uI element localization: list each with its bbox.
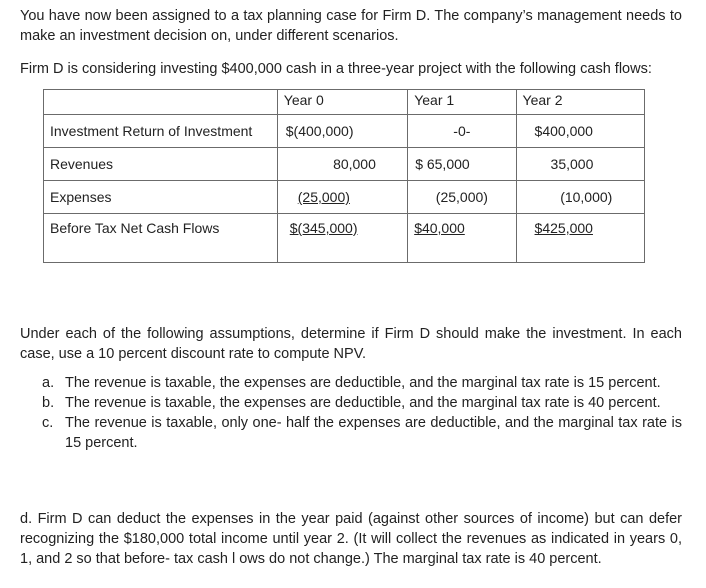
cash-flow-table xyxy=(43,89,645,263)
item-d-paragraph: d. Firm D can deduct the expenses in the year paid (against other sources of income) but can defer recognizing the $180,000 total income until year 2. (It will collect the revenues as indicated in years 0, 1, and 2 so that before- tax cash l ows do not change.) The marginal tax rate is 40 percent. xyxy=(20,511,682,567)
list-item-text: The revenue is taxable, only one- half the expenses are deductible, and the marginal tax rate is 15 percent. xyxy=(65,415,682,451)
cell-expenses-y0 xyxy=(277,181,407,214)
assumption-list xyxy=(20,373,682,453)
row-label-expenses: Expenses xyxy=(44,181,278,214)
net-y2-value: $425,000 xyxy=(534,220,593,236)
intro-paragraph: You have now been assigned to a tax planning case for Firm D. The company’s management needs to make an investment decision on, under different scenarios. xyxy=(20,8,682,44)
list-item xyxy=(20,373,682,393)
list-item xyxy=(20,393,682,413)
table-row xyxy=(44,181,645,214)
list-marker: b. xyxy=(42,395,55,411)
row-label-revenues: Revenues xyxy=(44,148,278,181)
net-y1-value: $40,000 xyxy=(414,220,465,236)
row-label-investment: Investment Return of Investment xyxy=(44,115,278,148)
list-item-text: The revenue is taxable, the expenses are deductible, and the marginal tax rate is 15 percent. xyxy=(65,375,661,391)
list-item-text: The revenue is taxable, the expenses are deductible, and the marginal tax rate is 40 percent. xyxy=(65,395,661,411)
header-year-2: Year 2 xyxy=(516,90,644,115)
setup-paragraph: Firm D is considering investing $400,000 cash in a three-year project with the following cash flows: xyxy=(20,61,652,77)
cell-investment-y2: $400,000 xyxy=(516,115,644,148)
cell-net-y0 xyxy=(277,214,407,263)
instructions-paragraph: Under each of the following assumptions, determine if Firm D should make the investment. In each case, use a 10 percent discount rate to compute NPV. xyxy=(20,326,682,362)
table-row xyxy=(44,148,645,181)
expenses-y0-value: (25,000) xyxy=(297,189,350,205)
cell-investment-y1: -0- xyxy=(408,115,516,148)
header-cell-blank xyxy=(44,90,278,115)
cell-revenues-y0: 80,000 xyxy=(277,148,407,181)
cell-expenses-y2: (10,000) xyxy=(516,181,644,214)
table-header-row xyxy=(44,90,645,115)
header-year-0: Year 0 xyxy=(277,90,407,115)
cell-investment-y0: $(400,000) xyxy=(277,115,407,148)
cell-revenues-y1: $ 65,000 xyxy=(408,148,516,181)
table-row xyxy=(44,115,645,148)
net-y0-value: $(345,000) xyxy=(289,220,358,236)
list-marker: a. xyxy=(42,375,55,391)
cell-net-y2 xyxy=(516,214,644,263)
list-marker: c. xyxy=(42,415,54,431)
row-label-net-cash-flows: Before Tax Net Cash Flows xyxy=(44,214,278,263)
cell-expenses-y1: (25,000) xyxy=(408,181,516,214)
header-year-1: Year 1 xyxy=(408,90,516,115)
table-row xyxy=(44,214,645,263)
cell-revenues-y2: 35,000 xyxy=(516,148,644,181)
cell-net-y1 xyxy=(408,214,516,263)
list-item xyxy=(20,413,682,453)
